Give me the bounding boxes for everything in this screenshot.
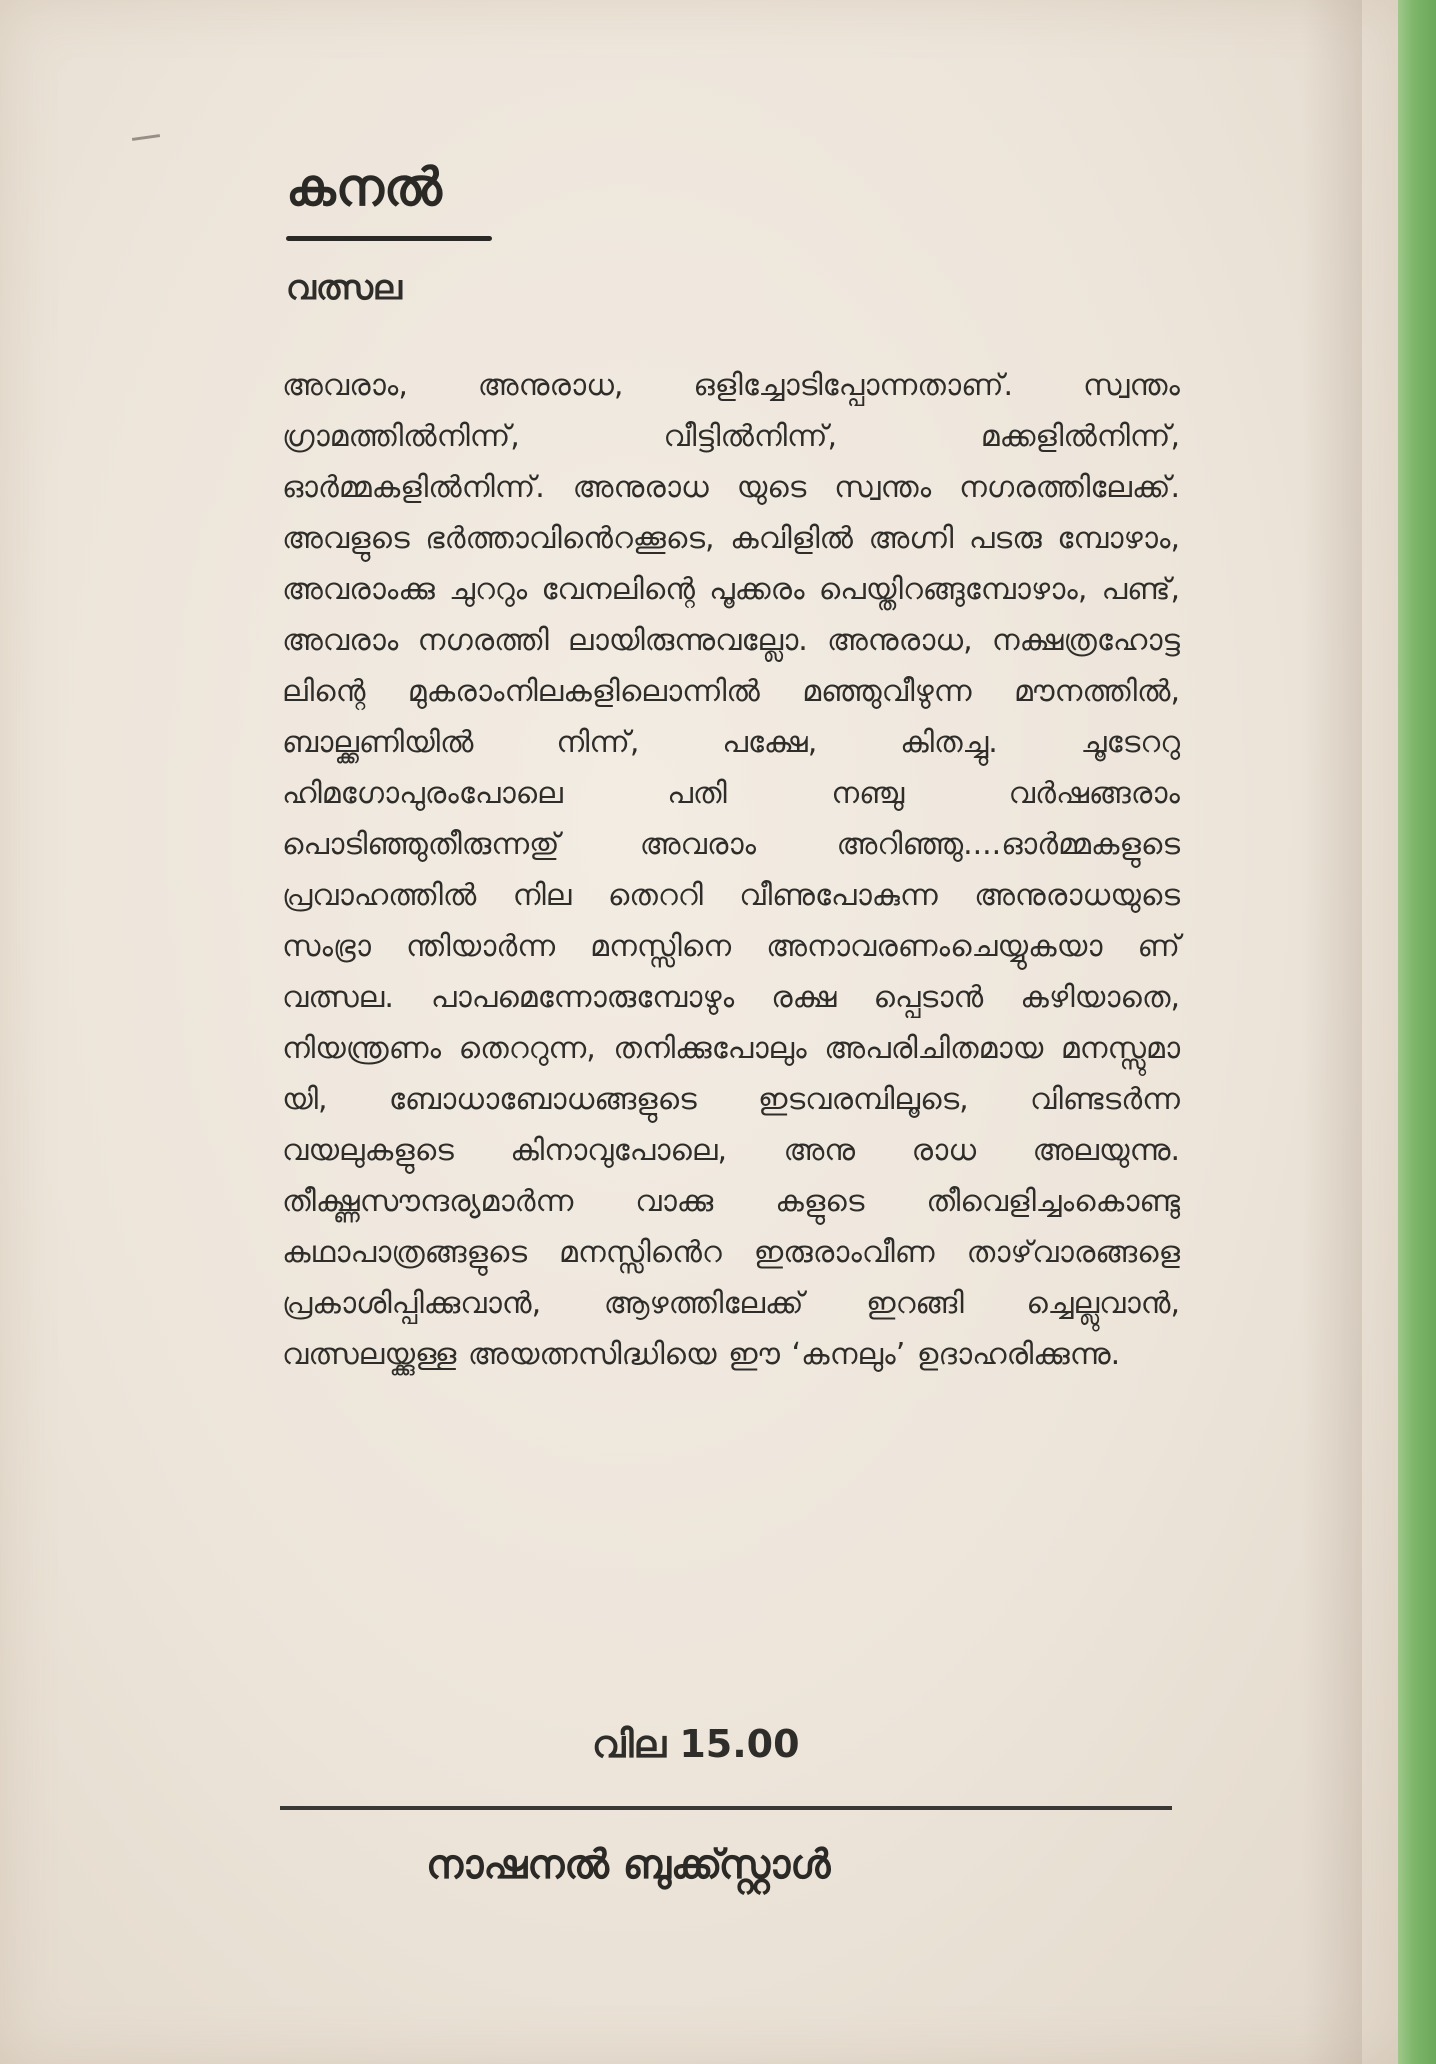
ink-mark: [132, 134, 160, 141]
publisher-name: നാഷനൽ ബുക്ക്സ്റ്റാൾ: [426, 1842, 831, 1888]
green-spine-edge: [1398, 0, 1436, 2064]
book-title: കനൽ: [286, 158, 442, 218]
book-blurb: അവരാം, അനുരാധ, ഒളിച്ചോടിപ്പോന്നതാണ്. സ്വന്തം ഗ്രാമത്തിൽനിന്ന്, വീട്ടിൽനിന്ന്, മക്കളിൽനിന്ന്, ഓർമ്മകളിൽനിന്ന്. അനുരാധ യുടെ സ്വന്തം നഗരത്തിലേക്ക്. അവളുടെ ഭർത്താവിൻെറക്കൂടെ, കവിളിൽ അഗ്നി പടരു മ്പോഴാം, അവരാംക്കു ചുററും വേനലിന്റെ പൂക്കരം പെയ്തിറങ്ങുമ്പോഴാം, പണ്ട്, അവരാം നഗരത്തി ലായിരുന്നുവല്ലോ. അനുരാധ, നക്ഷത്രഹോട്ട ലിന്റെ മുകരാംനിലകളിലൊന്നിൽ മഞ്ഞുവീഴുന്ന മൗനത്തിൽ, ബാല്ക്കണിയിൽ നിന്ന്, പക്ഷേ, കിതച്ചു. ചൂടേററു ഹിമഗോപുരംപോലെ പതി നഞ്ചു വർഷങ്ങരാം പൊടിഞ്ഞുതീരുന്നതു് അവരാം അറിഞ്ഞു....ഓർമ്മകളുടെ പ്രവാഹത്തിൽ നില തെററി വീണുപോകുന്ന അനുരാധയുടെ സംഭ്രാ ന്തിയാർന്ന മനസ്സിനെ അനാവരണംചെയ്യുകയാ ണ് വത്സല. പാപമെന്നോരുമ്പോഴും രക്ഷ പ്പെടാൻ കഴിയാതെ, നിയന്ത്രണം തെററുന്ന, തനിക്കുപോലും അപരിചിതമായ മനസ്സുമാ യി, ബോധാബോധങ്ങളുടെ ഇടവരമ്പിലൂടെ, വിണ്ടടർന്ന വയലുകളുടെ കിനാവുപോലെ, അനു രാധ അലയുന്നു. തീക്ഷ്ണസൗന്ദര്യമാർന്ന വാക്കു കളുടെ തീവെളിച്ചംകൊണ്ടു കഥാപാത്രങ്ങളുടെ മനസ്സിൻെറ ഇരുരാംവീണ താഴ്‌വാരങ്ങളെ പ്രകാശിപ്പിക്കുവാൻ, ആഴത്തിലേക്ക് ഇറങ്ങി ച്ചെല്ലുവാൻ, വത്സലയ്ക്കുള്ള അയത്നസിദ്ധിയെ ഈ ‘കനലും’ ഉദാഹരിക്കുന്നു.: [282, 368, 1180, 1372]
title-underline: [286, 236, 492, 241]
price-label: വില 15.00: [592, 1722, 800, 1766]
author-name: വത്സല: [286, 268, 402, 308]
publisher-divider: [280, 1806, 1172, 1810]
page-edge-shadow: [1302, 0, 1362, 2064]
